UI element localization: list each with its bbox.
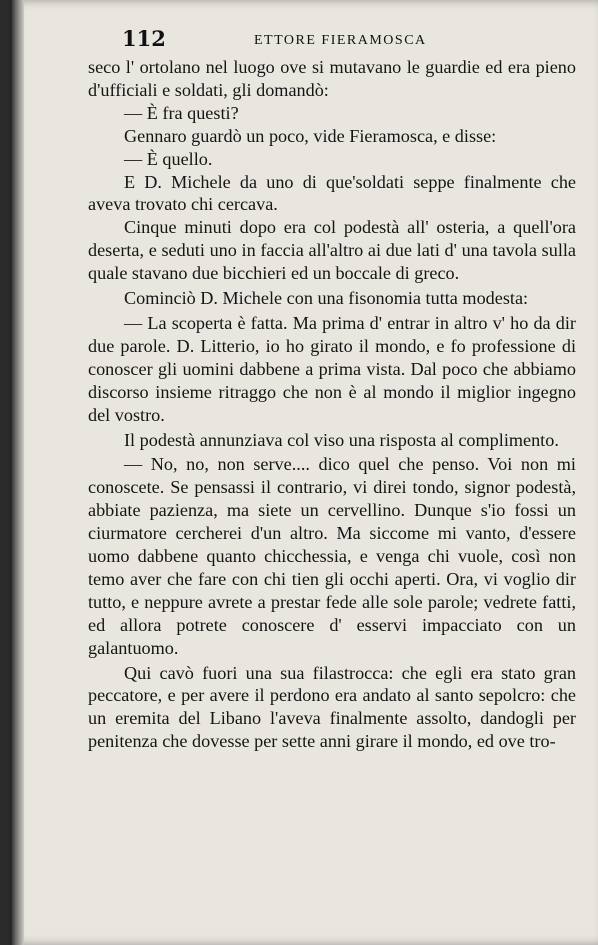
paragraph: — È quello.	[124, 148, 213, 169]
body-text	[88, 56, 576, 753]
page-number: 112	[122, 26, 166, 51]
running-title: ETTORE FIERAMOSCA	[254, 33, 427, 48]
paragraph: Cominciò D. Michele con una fisonomia tutta modesta:	[124, 288, 529, 309]
page-spine-shadow	[10, 0, 24, 945]
paragraph: Qui cavò fuori una sua filastrocca: che egli era stato gran peccatore, e per avere il perdono era andato al santo sepolcro: che un eremita del Libano l'aveva finalmente assolto, dandogli per penitenza che dovesse per sette anni girare il mondo, ed ove tro-	[88, 662, 576, 752]
paragraph: — La scoperta è fatta. Ma prima d' entrar in altro v' ho da dir due parole. D. Litterio, io ho girato il mondo, e fo professione di conoscer gli uomini dabbene a prima vista. Dal poco che abbiamo discorso insieme ritraggo che non è al mondo il miglior ingegno del vostro.	[88, 312, 576, 425]
page-header	[122, 26, 582, 50]
paragraph: seco l' ortolano nel luogo ove si mutavano le guardie ed era pieno d'ufficiali e soldati, gli domandò:	[88, 57, 576, 100]
paragraph: E D. Michele da uno di que'soldati seppe finalmente che aveva trovato chi cercava.	[88, 171, 576, 215]
paragraph: Cinque minuti dopo era col podestà all' osteria, a quell'ora deserta, e seduti uno in faccia all'altro ai due lati d' una tavola sulla quale stavano due bicchieri ed un boccale di greco.	[88, 217, 576, 284]
paragraph: Gennaro guardò un poco, vide Fieramosca, e disse:	[124, 125, 497, 146]
paragraph: — È fra questi?	[124, 102, 239, 123]
paragraph: — No, no, non serve.... dico quel che penso. Voi non mi conoscete. Se pensassi il contrario, vi direi tondo, signor podestà, abbiate pazienza, ma siete un cervellino. Dunque s'io fossi un ciurmatore cercherei d'un altro. Ma siccome mi vanto, d'essere uomo dabbene quanto chicchessia, e venga chi vuole, così non temo aver che fare con chi tien gli occhi aperti. Ora, vi voglio dir tutto, e neppure avrete a prestar fede alle sole parole; vedrete fatti, ed allora potrete conoscere d' esservi impacciato con un galantuomo.	[88, 454, 576, 658]
book-page	[10, 0, 598, 945]
paragraph: Il podestà annunziava col viso una risposta al complimento.	[124, 429, 559, 450]
